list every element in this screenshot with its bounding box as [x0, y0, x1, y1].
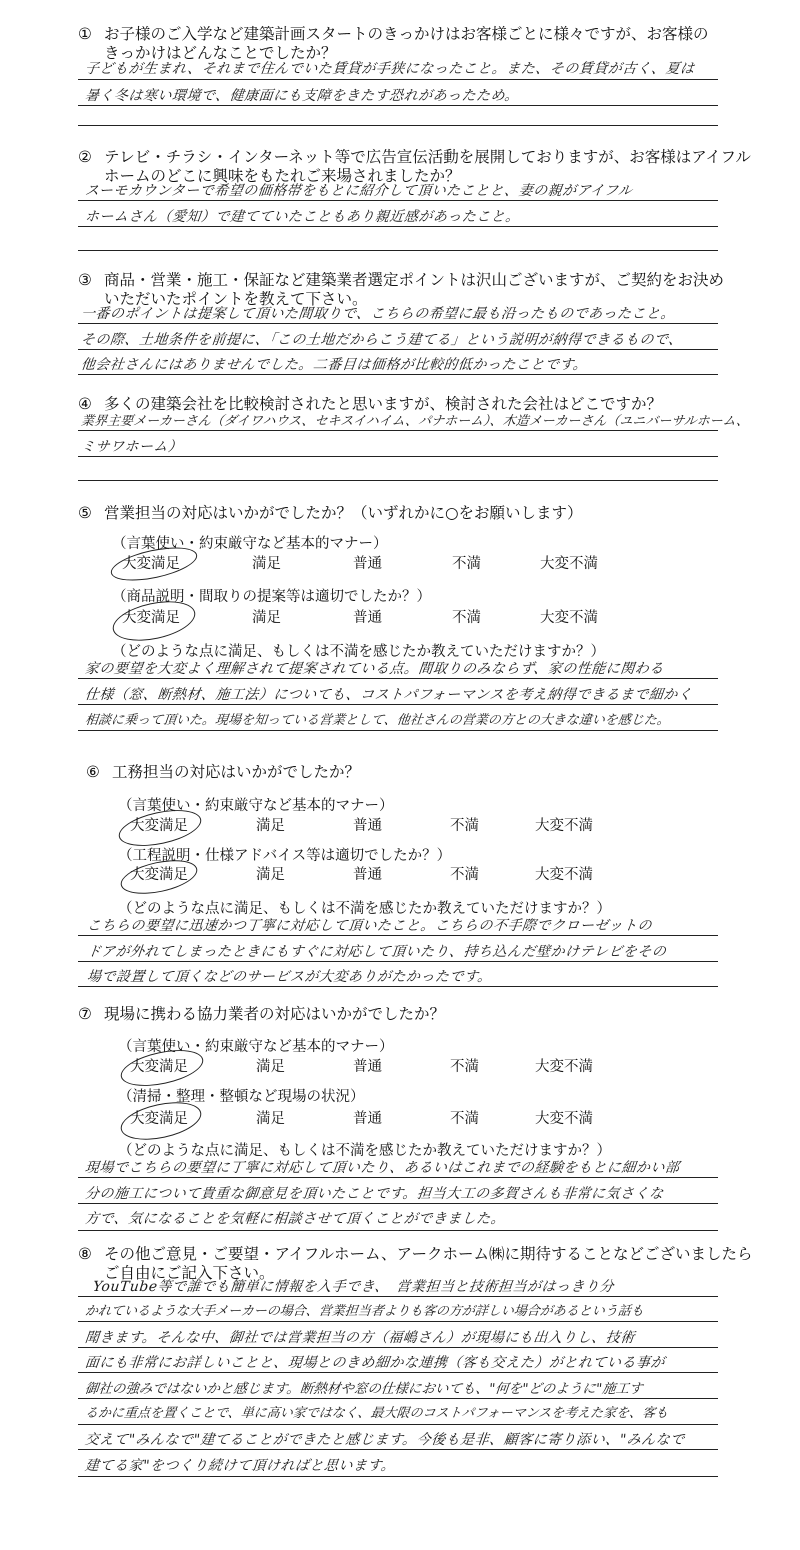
question-8-text: ⑧ その他ご意見・ご要望・アイフルホーム、アークホーム㈱に期待することなどございましたら — [78, 1245, 753, 1263]
answer-line-rule — [78, 1424, 718, 1425]
answer-8-line-5: 御社の強みではないかと感じます。断熱材や窓の仕様においても、"何を"どのように"施工す — [84, 1381, 644, 1397]
answer-6-line-2: ドアが外れてしまったときにもすぐに対応して頂いたり、持ち込んだ壁かけテレビをその — [86, 944, 668, 960]
question-2-number: ② — [78, 148, 92, 166]
question-4-text: ④ 多くの建築会社を比較検討されたと思いますが、検討された会社はどこですか？ — [78, 395, 663, 413]
option-neutral[interactable]: 普通 — [353, 556, 382, 572]
answer-line-rule — [78, 1203, 718, 1204]
option-dissatisfied[interactable]: 不満 — [450, 1111, 479, 1127]
answer-line-rule — [78, 480, 718, 481]
option-very-dissatisfied[interactable]: 大変不満 — [535, 867, 593, 883]
option-very-satisfied[interactable]: 大変満足 — [130, 867, 188, 883]
answer-7-line-2: 分の施工について貴重な御意見を頂いたことです。担当大工の多賀さんも非常に気さくな — [84, 1186, 665, 1202]
answer-8-line-2: かれているような大手メーカーの場合、営業担当者よりも客の方が詳しい場合があるという話も — [84, 1304, 645, 1319]
answer-line-rule — [78, 935, 718, 936]
answer-line-rule — [78, 125, 718, 126]
option-very-dissatisfied[interactable]: 大変不満 — [540, 610, 598, 626]
question-7-number: ⑦ — [78, 1005, 92, 1023]
answer-3-line-3: 他会社さんにはありませんでした。二番目は価格が比較的低かったことです。 — [80, 357, 589, 373]
question-5-number: ⑤ — [78, 504, 92, 522]
question-1-text-cont: きっかけはどんなことでしたか？ — [104, 44, 337, 62]
comment-prompt-5: （どのような点に満足、もしくは不満を感じたか教えていただけますか？） — [112, 644, 605, 660]
answer-line-rule — [78, 730, 718, 731]
answer-4-line-2: ミサワホーム） — [80, 439, 184, 455]
option-dissatisfied[interactable]: 不満 — [450, 818, 479, 834]
answer-2-line-2: ホームさん（愛知）で建てていたこともあり親近感があったこと。 — [84, 209, 521, 225]
rating-6-2-label: （工程説明・仕様アドバイス等は適切でしたか？） — [118, 848, 452, 864]
question-8-text-cont: ご自由にご記入下さい。 — [104, 1264, 275, 1282]
answer-2-line-1: スーモカウンターで希望の価格帯をもとに紹介して頂いたことと、妻の親がアイフル — [84, 183, 634, 199]
option-very-satisfied[interactable]: 大変満足 — [122, 610, 180, 626]
question-8-number: ⑧ — [78, 1245, 92, 1263]
question-3-text: ③ 商品・営業・施工・保証など建築業者選定ポイントは沢山ございますが、ご契約をお決め — [78, 271, 725, 289]
option-very-dissatisfied[interactable]: 大変不満 — [535, 1059, 593, 1075]
option-neutral[interactable]: 普通 — [353, 610, 382, 626]
answer-line-rule — [78, 678, 718, 679]
answer-8-line-7: 交えて"みんなで"建てることができたと感じます。今後も是非、顧客に寄り添い、"みんなで — [84, 1432, 686, 1448]
answer-line-rule — [78, 1230, 718, 1231]
answer-6-line-3: 場で設置して頂くなどのサービスが大変ありがたかったです。 — [86, 969, 493, 985]
answer-line-rule — [78, 323, 718, 324]
answer-line-rule — [78, 250, 718, 251]
answer-line-rule — [78, 374, 718, 375]
question-4-number: ④ — [78, 395, 92, 413]
answer-line-rule — [78, 430, 718, 431]
option-neutral[interactable]: 普通 — [353, 867, 382, 883]
option-dissatisfied[interactable]: 不満 — [450, 1059, 479, 1075]
answer-5-line-3: 相談に乗って頂いた。現場を知っている営業として、他社さんの営業の方との大きな違いを感じた。 — [84, 713, 671, 728]
answer-line-rule — [78, 200, 718, 201]
answer-5-line-2: 仕様（窓、断熱材、施工法）についても、コストパフォーマンスを考え納得できるまで細かく — [84, 687, 694, 703]
rating-6-1-label: （言葉使い・約束厳守など基本的マナー） — [118, 798, 394, 814]
answer-3-line-2: その際、土地条件を前提に、「この土地だからこう建てる」という説明が納得できるもので、 — [80, 332, 684, 348]
comment-prompt-7: （どのような点に満足、もしくは不満を感じたか教えていただけますか？） — [118, 1143, 611, 1159]
answer-line-rule — [78, 704, 718, 705]
option-dissatisfied[interactable]: 不満 — [452, 556, 481, 572]
option-dissatisfied[interactable]: 不満 — [452, 610, 481, 626]
answer-1-line-1: 子どもが生まれ、それまで住んでいた賃貸が手狭になったこと。また、その賃貸が古く、夏は — [84, 61, 696, 77]
answer-line-rule — [78, 1398, 718, 1399]
answer-line-rule — [78, 1372, 718, 1373]
option-neutral[interactable]: 普通 — [353, 1111, 382, 1127]
answer-line-rule — [78, 456, 718, 457]
option-satisfied[interactable]: 満足 — [252, 610, 281, 626]
rating-5-1-label: （言葉使い・約束厳守など基本的マナー） — [112, 536, 388, 552]
answer-line-rule — [78, 1296, 718, 1297]
option-very-satisfied[interactable]: 大変満足 — [130, 1059, 188, 1075]
rating-7-2-label: （清掃・整理・整頓など現場の状況） — [118, 1089, 365, 1105]
option-very-dissatisfied[interactable]: 大変不満 — [540, 556, 598, 572]
question-3-number: ③ — [78, 271, 92, 289]
question-2-text-cont: ホームのどこに興味をもたれご来場されましたか？ — [104, 167, 461, 185]
rating-7-1-label: （言葉使い・約束厳守など基本的マナー） — [118, 1039, 394, 1055]
option-very-dissatisfied[interactable]: 大変不満 — [535, 1111, 593, 1127]
question-7-text: ⑦ 現場に携わる協力業者の対応はいかがでしたか？ — [78, 1005, 446, 1023]
option-satisfied[interactable]: 満足 — [252, 556, 281, 572]
answer-4-line-1: 業界主要メーカーさん（ダイワハウス、セキスイハイム、パナホーム）、木造メーカーさん（ユニバーサルホーム、 — [80, 414, 750, 429]
option-satisfied[interactable]: 満足 — [256, 1059, 285, 1075]
option-neutral[interactable]: 普通 — [353, 1059, 382, 1075]
answer-line-rule — [78, 1449, 718, 1450]
answer-8-line-8: 建てる家"をつくり続けて頂ければと思います。 — [84, 1458, 397, 1474]
answer-3-line-1: 一番のポイントは提案して頂いた間取りで、こちらの希望に最も沿ったものであったこと。 — [80, 306, 676, 322]
question-5-text: ⑤ 営業担当の対応はいかがでしたか？（いずれかに○をお願いします） — [78, 504, 583, 522]
option-neutral[interactable]: 普通 — [353, 818, 382, 834]
question-3-text-cont: いただいたポイントを教えて下さい。 — [104, 290, 368, 308]
answer-7-line-3: 方で、気になることを気軽に相談させて頂くことができました。 — [84, 1211, 507, 1227]
answer-line-rule — [78, 349, 718, 350]
answer-line-rule — [78, 986, 718, 987]
answer-8-line-6: るかに重点を置くことで、単に高い家ではなく、最大限のコストパフォーマンスを考えた家を、客も — [84, 1406, 669, 1421]
answer-line-rule — [78, 79, 718, 80]
question-2-text: ② テレビ・チラシ・インターネット等で広告宣伝活動を展開しておりますが、お客様はアイフル — [78, 148, 751, 166]
answer-1-line-2: 暑く冬は寒い環境で、健康面にも支障をきたす恐れがあったため。 — [84, 88, 520, 104]
option-very-satisfied[interactable]: 大変満足 — [122, 556, 180, 572]
answer-8-line-4: 面にも非常にお詳しいことと、現場とのきめ細かな連携（客も交えた）がとれている事が — [84, 1355, 666, 1371]
option-dissatisfied[interactable]: 不満 — [450, 867, 479, 883]
rating-5-2-label: （商品説明・間取りの提案等は適切でしたか？） — [112, 589, 431, 605]
answer-line-rule — [78, 1476, 718, 1477]
answer-line-rule — [78, 105, 718, 106]
answer-8-line-3: 聞きます。そんな中、御社では営業担当の方（福嶋さん）が現場にも出入りし、技術 — [84, 1330, 636, 1346]
answer-line-rule — [78, 1321, 718, 1322]
question-1-text: ① お子様のご入学など建築計画スタートのきっかけはお客様ごとに様々ですが、お客様の — [78, 25, 709, 43]
option-very-satisfied[interactable]: 大変満足 — [130, 818, 188, 834]
option-satisfied[interactable]: 満足 — [256, 1111, 285, 1127]
comment-prompt-6: （どのような点に満足、もしくは不満を感じたか教えていただけますか？） — [118, 901, 611, 917]
option-satisfied[interactable]: 満足 — [256, 818, 285, 834]
option-very-dissatisfied[interactable]: 大変不満 — [535, 818, 593, 834]
question-6-text: ⑥ 工務担当の対応はいかがでしたか？ — [86, 763, 361, 781]
answer-line-rule — [78, 1177, 718, 1178]
answer-line-rule — [78, 1347, 718, 1348]
answer-6-line-1: こちらの要望に迅速かつ丁寧に対応して頂いたこと。こちらの不手際でクローゼットの — [86, 918, 653, 934]
option-very-satisfied[interactable]: 大変満足 — [130, 1111, 188, 1127]
answer-5-line-1: 家の要望を大変よく理解されて提案されている点。間取りのみならず、家の性能に関わる — [84, 661, 665, 677]
answer-line-rule — [78, 961, 718, 962]
question-6-number: ⑥ — [86, 763, 100, 781]
option-satisfied[interactable]: 満足 — [256, 867, 285, 883]
question-1-number: ① — [78, 25, 92, 43]
answer-line-rule — [78, 226, 718, 227]
answer-7-line-1: 現場でこちらの要望に丁寧に対応して頂いたり、あるいはこれまでの経験をもとに細かい部 — [84, 1160, 681, 1176]
answer-8-line-1: YouTube等で誰でも簡単に情報を入手でき、 営業担当と技術担当がはっきり分 — [92, 1279, 615, 1295]
